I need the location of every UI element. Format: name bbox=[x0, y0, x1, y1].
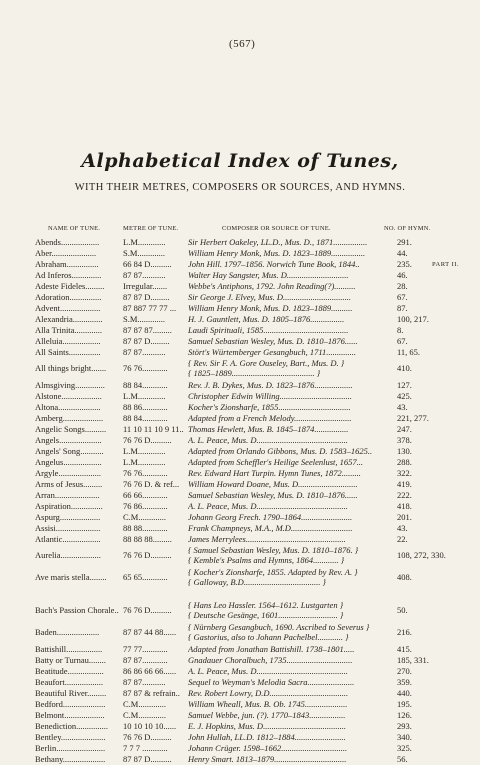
tune-row bbox=[0, 292, 480, 303]
tune-metre: 76 76............ bbox=[123, 363, 168, 373]
tune-name: Adeste Fideles......... bbox=[35, 281, 105, 291]
tune-name: Angels' Song........... bbox=[35, 446, 104, 456]
composer-line: { Deutsche Gesänge, 1601............................ } bbox=[188, 610, 344, 620]
tune-name: Beaufort.................. bbox=[35, 677, 103, 687]
tune-hymn: 43. bbox=[397, 523, 408, 533]
tune-hymn: 221, 277. bbox=[397, 413, 429, 423]
tune-metre: 88 84............ bbox=[123, 380, 168, 390]
tune-row bbox=[0, 688, 480, 699]
tune-metre: C.M............. bbox=[123, 710, 166, 720]
tune-name: Arms of Jesus......... bbox=[35, 479, 103, 489]
composer-line: { Kemble's Psalms and Hymns, 1864............ } bbox=[188, 555, 345, 565]
tune-name: Batty or Turnau........ bbox=[35, 655, 106, 665]
tune-metre: 76 76 D.......... bbox=[123, 435, 172, 445]
tune-name: Almsgiving.............. bbox=[35, 380, 105, 390]
tune-name: Alexandria.............. bbox=[35, 314, 103, 324]
tune-metre: 76 76 D.......... bbox=[123, 605, 172, 615]
tune-composer: Johann Georg Frech. 1790–1864........................ bbox=[188, 512, 353, 522]
tune-row bbox=[0, 358, 480, 380]
tune-row bbox=[0, 479, 480, 490]
tune-name: Abends.................. bbox=[35, 237, 100, 247]
composer-line: { Nürnberg Gesangbuch, 1690. Ascribed to Severus } bbox=[188, 622, 370, 632]
composer-line: { 1825–1889....................................... } bbox=[188, 368, 321, 378]
tune-composer: Johann Crüger. 1598–1662............................... bbox=[188, 743, 348, 753]
tune-hymn: 408. bbox=[397, 572, 412, 582]
tune-name: Bethany.................... bbox=[35, 754, 106, 764]
tune-composer: E. J. Hopkins, Mus. D....................................... bbox=[188, 721, 346, 731]
tune-hymn: 67. bbox=[397, 292, 408, 302]
tune-composer: John Hullah, LL.D. 1812–1884........................ bbox=[188, 732, 346, 742]
composer-line: { Gastorius, also to Johann Pachelbel............ } bbox=[188, 632, 349, 642]
tune-name: Aspurg................... bbox=[35, 512, 101, 522]
tune-metre: S.M............. bbox=[123, 248, 166, 258]
tune-metre: 11 10 11 10 9 11.. bbox=[123, 424, 184, 434]
tune-row bbox=[0, 589, 480, 600]
tune-metre: 87 87 D.......... bbox=[123, 754, 172, 764]
tune-composer: Sir Herbert Oakeley, LL.D., Mus. D., 1871................ bbox=[188, 237, 368, 247]
tune-metre: 66 66............ bbox=[123, 490, 168, 500]
tune-hymn: 293. bbox=[397, 721, 412, 731]
tune-hymn: 11, 65. bbox=[397, 347, 421, 357]
tune-name: All Saints............... bbox=[35, 347, 101, 357]
tune-hymn: 195. bbox=[397, 699, 412, 709]
tune-row bbox=[0, 545, 480, 567]
tune-composer bbox=[188, 622, 396, 642]
tune-metre: 76 76 D.......... bbox=[123, 732, 172, 742]
tune-composer: Adapted from a French Melody........................... bbox=[188, 413, 352, 423]
tune-metre: L.M............. bbox=[123, 446, 166, 456]
composer-line: { Samuel Sebastian Wesley, Mus. D. 1810–1876. } bbox=[188, 545, 359, 555]
tune-row bbox=[0, 644, 480, 655]
tune-row bbox=[0, 677, 480, 688]
tune-row bbox=[0, 270, 480, 281]
tune-composer bbox=[188, 567, 396, 587]
tune-metre: 66 84 D.......... bbox=[123, 259, 172, 269]
tune-hymn: 108, 272, 330. bbox=[397, 550, 446, 560]
tune-hymn: 50. bbox=[397, 605, 408, 615]
tune-name: Alla Trinita............. bbox=[35, 325, 103, 335]
tune-metre: 87 87 87......... bbox=[123, 325, 172, 335]
tune-index bbox=[0, 237, 480, 765]
tune-hymn: 288. bbox=[397, 457, 412, 467]
page-number: (567) bbox=[229, 38, 256, 50]
tune-composer: H. J. Gauntlett, Mus. D. 1805–1876................ bbox=[188, 314, 345, 324]
tune-row bbox=[0, 600, 480, 622]
tune-hymn: 126. bbox=[397, 710, 412, 720]
tune-hymn: 127. bbox=[397, 380, 412, 390]
tune-metre: L.M............. bbox=[123, 391, 166, 401]
tune-hymn: 8. bbox=[397, 325, 404, 335]
composer-line: { Hans Leo Hassler. 1564–1612. Lustgarten } bbox=[188, 600, 344, 610]
tune-metre: 87 87 & refrain.. bbox=[123, 688, 180, 698]
tune-row bbox=[0, 347, 480, 358]
tune-composer: Christopher Edwin Willing.................................. bbox=[188, 391, 352, 401]
tune-name: Amberg................... bbox=[35, 413, 104, 423]
tune-metre: 77 77............ bbox=[123, 644, 168, 654]
tune-name: Angelus.................. bbox=[35, 457, 102, 467]
tune-name: Assisi..................... bbox=[35, 523, 101, 533]
tune-row bbox=[0, 743, 480, 754]
tune-metre: L.M............. bbox=[123, 237, 166, 247]
tune-composer: James Merrylees............................................... bbox=[188, 534, 346, 544]
tune-composer: Adapted from Orlando Gibbons, Mus. D. 1583–1625.. bbox=[188, 446, 373, 456]
tune-metre: 87 887 77 77 ... bbox=[123, 303, 177, 313]
tune-name: Belmont................... bbox=[35, 710, 105, 720]
tune-row bbox=[0, 699, 480, 710]
tune-composer: Gnadauer Choralbuch, 1735............................... bbox=[188, 655, 353, 665]
tune-composer: Frank Champneys, M.A., M.D............................. bbox=[188, 523, 353, 533]
tune-row bbox=[0, 303, 480, 314]
tune-row bbox=[0, 336, 480, 347]
tune-row bbox=[0, 457, 480, 468]
tune-hymn: 87. bbox=[397, 303, 408, 313]
tune-metre: 87 87 44 88...... bbox=[123, 627, 177, 637]
tune-name: Aspiration............... bbox=[35, 501, 103, 511]
tune-composer: Thomas Hewlett, Mus. B. 1845–1874................ bbox=[188, 424, 349, 434]
tune-name: Angels.................... bbox=[35, 435, 102, 445]
tune-hymn: 43. bbox=[397, 402, 408, 412]
tune-hymn: 201. bbox=[397, 512, 412, 522]
tune-composer: A. L. Peace, Mus. D........................................... bbox=[188, 435, 348, 445]
tune-composer: Sequel to Weyman's Melodia Sacra...................... bbox=[188, 677, 355, 687]
tune-name: Aurelia................... bbox=[35, 550, 101, 560]
tune-row bbox=[0, 435, 480, 446]
tune-hymn: 270. bbox=[397, 666, 412, 676]
tune-row bbox=[0, 424, 480, 435]
tune-row bbox=[0, 413, 480, 424]
tune-composer bbox=[188, 600, 396, 620]
tune-name: Ad Inferos.............. bbox=[35, 270, 102, 280]
tune-row bbox=[0, 655, 480, 666]
tune-hymn: 325. bbox=[397, 743, 412, 753]
tune-metre: Irregular....... bbox=[123, 281, 168, 291]
tune-row bbox=[0, 248, 480, 259]
tune-row bbox=[0, 666, 480, 677]
tune-name: Angelic Songs.......... bbox=[35, 424, 107, 434]
tune-row bbox=[0, 567, 480, 589]
tune-metre: C.M............. bbox=[123, 699, 166, 709]
tune-composer: Rev. Edward Hart Turpin. Hymn Tunes, 1872......... bbox=[188, 468, 361, 478]
tune-hymn: 28. bbox=[397, 281, 408, 291]
tune-hymn: 46. bbox=[397, 270, 408, 280]
tune-name: Abraham............... bbox=[35, 259, 99, 269]
tune-row bbox=[0, 446, 480, 457]
tune-row bbox=[0, 754, 480, 765]
tune-hymn: 415. bbox=[397, 644, 412, 654]
tune-composer bbox=[188, 545, 396, 565]
tune-hymn: 378. bbox=[397, 435, 412, 445]
tune-hymn: 67. bbox=[397, 336, 408, 346]
tune-hymn: 340. bbox=[397, 732, 412, 742]
tune-metre: 65 65............ bbox=[123, 572, 168, 582]
tune-name: Arran..................... bbox=[35, 490, 100, 500]
tune-row bbox=[0, 325, 480, 336]
composer-line: { Kocher's Zionsharfe, 1855. Adapted by Rev. A. } bbox=[188, 567, 358, 577]
tune-composer: Rev. Robert Lowry, D.D..................................... bbox=[188, 688, 349, 698]
tune-row bbox=[0, 468, 480, 479]
tune-metre: 76 76 D. & ref... bbox=[123, 479, 180, 489]
tune-hymn: 222. bbox=[397, 490, 412, 500]
tune-composer: John Hill. 1797–1856. Norwich Tune Book, 1844.. bbox=[188, 259, 360, 269]
tune-name: Benediction............... bbox=[35, 721, 108, 731]
tune-hymn: 247. bbox=[397, 424, 412, 434]
tune-hymn: 235. bbox=[397, 259, 412, 269]
tune-row bbox=[0, 534, 480, 545]
tune-metre: S.M............. bbox=[123, 314, 166, 324]
tune-composer: A. L. Peace, Mus. D........................................... bbox=[188, 666, 348, 676]
tune-name: Advent................... bbox=[35, 303, 101, 313]
tune-name: Berlin....................... bbox=[35, 743, 106, 753]
tune-composer: Rev. J. B. Dykes, Mus. D. 1823–1876.................. bbox=[188, 380, 353, 390]
tune-metre: 76 86............ bbox=[123, 501, 168, 511]
tune-hymn: 322. bbox=[397, 468, 412, 478]
tune-name: Beautiful River......... bbox=[35, 688, 107, 698]
tune-metre: 86 86 66 66...... bbox=[123, 666, 177, 676]
tune-row bbox=[0, 237, 480, 248]
page-title: Alphabetical Index of Tunes, bbox=[81, 150, 399, 172]
tune-metre: 7 7 7 ............ bbox=[123, 743, 168, 753]
tune-name: Ave maris stella........ bbox=[35, 572, 107, 582]
tune-metre: 88 86............ bbox=[123, 402, 168, 412]
tune-metre: C.M............. bbox=[123, 512, 166, 522]
tune-metre: 87 87 D......... bbox=[123, 292, 170, 302]
tune-name: Alleluia.................. bbox=[35, 336, 101, 346]
tune-name: Bedford.................... bbox=[35, 699, 106, 709]
tune-metre: 76 76 D.......... bbox=[123, 550, 172, 560]
tune-row bbox=[0, 710, 480, 721]
tune-metre: 88 88............ bbox=[123, 523, 168, 533]
tune-name: Bentley..................... bbox=[35, 732, 106, 742]
tune-metre: 87 87............ bbox=[123, 655, 168, 665]
tune-name: Beatitude................. bbox=[35, 666, 104, 676]
tune-composer: Kocher's Zionsharfe, 1855.................................. bbox=[188, 402, 351, 412]
tune-hymn: 100, 217. bbox=[397, 314, 429, 324]
part-note: PART II. bbox=[432, 261, 460, 268]
tune-metre: 10 10 10 10...... bbox=[123, 721, 177, 731]
tune-composer: William Wheall, Mus. B. Ob. 1745.................... bbox=[188, 699, 348, 709]
tune-metre: 87 87........... bbox=[123, 347, 166, 357]
tune-composer: Walter Hay Sangster, Mus. D............................. bbox=[188, 270, 349, 280]
tune-composer: William Howard Doane, Mus. D............................ bbox=[188, 479, 358, 489]
tune-name: Bach's Passion Chorale.. bbox=[35, 605, 119, 615]
tune-row bbox=[0, 512, 480, 523]
tune-hymn: 359. bbox=[397, 677, 412, 687]
composer-line: { Galloway, B.D.................................... } bbox=[188, 577, 326, 587]
tune-metre: 88 84............ bbox=[123, 413, 168, 423]
tune-metre: 87 87........... bbox=[123, 270, 166, 280]
tune-row bbox=[0, 314, 480, 325]
tune-row bbox=[0, 259, 480, 270]
tune-hymn: 419. bbox=[397, 479, 412, 489]
tune-row bbox=[0, 391, 480, 402]
composer-line: { Rev. Sir F. A. Gore Ouseley, Bart., Mus. D. } bbox=[188, 358, 345, 368]
tune-hymn: 425. bbox=[397, 391, 412, 401]
tune-composer: Henry Smart. 1813–1879.................................. bbox=[188, 754, 347, 764]
tune-row bbox=[0, 501, 480, 512]
tune-metre: 87 87 D......... bbox=[123, 336, 170, 346]
tune-hymn: 440. bbox=[397, 688, 412, 698]
tune-metre: 88 88 88......... bbox=[123, 534, 172, 544]
header-metre: METRE OF TUNE. bbox=[123, 225, 179, 232]
tune-composer: Webbe's Antiphons, 1792. John Reading(?).......... bbox=[188, 281, 356, 291]
tune-name: Argyle.................... bbox=[35, 468, 101, 478]
tune-hymn: 130. bbox=[397, 446, 412, 456]
tune-row bbox=[0, 380, 480, 391]
tune-composer: Adapted from Jonathan Battishill. 1738–1801..... bbox=[188, 644, 355, 654]
tune-composer: Sir George J. Elvey, Mus. D................................ bbox=[188, 292, 352, 302]
tune-name: Atlantic.................. bbox=[35, 534, 101, 544]
tune-composer: Samuel Sebastian Wesley, Mus. D. 1810–1876...... bbox=[188, 336, 358, 346]
tune-composer: Laudi Spirituali, 1585........................................ bbox=[188, 325, 349, 335]
tune-row bbox=[0, 490, 480, 501]
tune-metre: 87 87........... bbox=[123, 677, 166, 687]
tune-composer bbox=[188, 358, 396, 378]
tune-hymn: 44. bbox=[397, 248, 408, 258]
tune-row bbox=[0, 523, 480, 534]
tune-name: Alstone................... bbox=[35, 391, 102, 401]
tune-hymn: 410. bbox=[397, 363, 412, 373]
tune-composer: A. L. Peace, Mus. D........................................... bbox=[188, 501, 348, 511]
tune-name: All things bright....... bbox=[35, 363, 107, 373]
header-composer: COMPOSER OR SOURCE OF TUNE. bbox=[222, 225, 331, 232]
tune-composer: Stört's Würtemberger Gesangbuch, 1711.............. bbox=[188, 347, 357, 357]
tune-composer: Adapted from Scheffler's Heilige Seelenlust, 1657... bbox=[188, 457, 364, 467]
tune-row bbox=[0, 622, 480, 644]
tune-row bbox=[0, 402, 480, 413]
tune-name: Aber..................... bbox=[35, 248, 97, 258]
tune-composer: William Henry Monk, Mus. D. 1823–1889................ bbox=[188, 248, 366, 258]
tune-name: Battishill................. bbox=[35, 644, 103, 654]
tune-name: Baden.................... bbox=[35, 627, 100, 637]
tune-row bbox=[0, 281, 480, 292]
tune-hymn: 185, 331. bbox=[397, 655, 429, 665]
column-headers bbox=[0, 225, 480, 237]
tune-name: Altona.................... bbox=[35, 402, 101, 412]
page-subtitle: WITH THEIR METRES, COMPOSERS OR SOURCES, AND HYMNS. bbox=[74, 182, 406, 193]
tune-hymn: 216. bbox=[397, 627, 412, 637]
tune-composer: Samuel Webbe, jun. (?). 1770–1843................. bbox=[188, 710, 346, 720]
tune-hymn: 291. bbox=[397, 237, 412, 247]
tune-hymn: 22. bbox=[397, 534, 408, 544]
tune-metre: L.M............. bbox=[123, 457, 166, 467]
tune-hymn: 56. bbox=[397, 754, 408, 764]
header-name: NAME OF TUNE. bbox=[48, 225, 101, 232]
tune-composer: Samuel Sebastian Wesley, Mus. D. 1810–1876...... bbox=[188, 490, 358, 500]
tune-hymn: 418. bbox=[397, 501, 412, 511]
tune-name: Adoration............... bbox=[35, 292, 102, 302]
tune-composer: William Henry Monk, Mus. D. 1823–1889.......... bbox=[188, 303, 353, 313]
tune-metre: 76 76............ bbox=[123, 468, 168, 478]
header-hymn: NO. OF HYMN. bbox=[384, 225, 431, 232]
tune-row bbox=[0, 732, 480, 743]
